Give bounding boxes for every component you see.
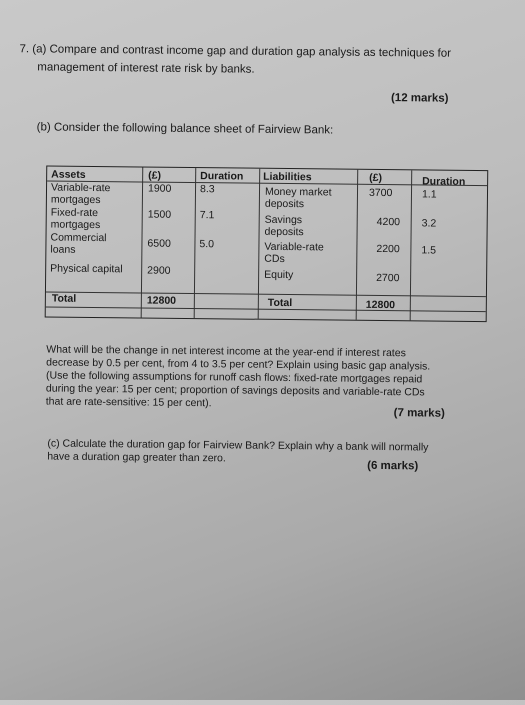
header-liabilities: Liabilities [263, 170, 312, 184]
liability-name-line: Savings [264, 213, 303, 227]
header-liability-duration: Duration [422, 175, 466, 188]
liability-name-line: Money market [264, 185, 332, 199]
asset-amount: 1900 [147, 182, 172, 195]
question-c-line2: have a duration gap greater than zero. [47, 450, 226, 465]
asset-name-line: Fixed-rate [50, 206, 99, 220]
question-b-text-line: decrease by 0.5 per cent, from 4 to 3.5 per cent? Explain using basic gap analysis. [46, 356, 431, 373]
asset-name-line: mortgages [50, 218, 101, 232]
asset-duration: 8.3 [199, 183, 215, 196]
balance-sheet-table [45, 165, 489, 322]
asset-duration: 7.1 [199, 209, 215, 222]
liability-name-line: Equity [264, 268, 294, 282]
liability-amount: 3700 [368, 186, 393, 200]
liability-name-line: CDs [264, 252, 285, 265]
question-b-text-line: What will be the change in net interest income at the year-end if interest rates [46, 343, 406, 360]
question-c-line1: (c) Calculate the duration gap for Fairview Bank? Explain why a bank will normally [47, 437, 429, 454]
question-a-line2: management of interest rate risk by banks. [37, 61, 255, 76]
question-b-text-line: (Use the following assumptions for runoff cash flows: fixed-rate mortgages repaid [46, 369, 423, 386]
asset-total-value: 12800 [146, 294, 177, 307]
liability-amount: 2200 [376, 242, 400, 256]
asset-name-line: loans [50, 243, 76, 256]
question-b-intro: (b) Consider the following balance sheet of Fairview Bank: [36, 121, 334, 137]
liability-duration: 1.1 [421, 188, 437, 201]
liability-amount: 2700 [376, 271, 400, 285]
liability-name-line: Variable-rate [264, 240, 324, 254]
liability-name-line: deposits [264, 197, 305, 211]
header-assets: Assets [51, 168, 86, 181]
liability-name-line: deposits [264, 225, 304, 239]
liability-total-value: 12800 [365, 298, 396, 312]
asset-duration: 5.0 [199, 238, 215, 251]
question-b-text-line: that are rate-sensitive: 15 per cent). [45, 395, 212, 410]
liability-amount: 4200 [376, 215, 401, 229]
asset-name-line: Commercial [50, 231, 107, 245]
question-b-text-line: during the year: 15 per cent; proportion of savings deposits and variable-rate CDs [45, 382, 425, 399]
liability-duration: 1.5 [421, 244, 437, 257]
header-asset-amount: (£) [148, 169, 162, 182]
header-liability-amount: (£) [369, 171, 383, 185]
asset-name-line: Variable-rate [50, 181, 111, 195]
question-c-marks: (6 marks) [367, 459, 419, 473]
asset-amount: 1500 [147, 208, 172, 221]
asset-amount: 2900 [147, 264, 171, 277]
asset-amount: 6500 [147, 237, 171, 250]
liability-duration: 3.2 [421, 217, 437, 230]
asset-total-label: Total [51, 292, 77, 305]
asset-name-line: Physical capital [50, 262, 123, 276]
question-a-marks: (12 marks) [390, 92, 449, 105]
asset-name-line: mortgages [50, 193, 101, 207]
question-a-line1: 7. (a) Compare and contrast income gap and duration gap analysis as techniques for [19, 43, 452, 60]
header-asset-duration: Duration [200, 170, 244, 183]
question-b-marks: (7 marks) [393, 407, 445, 420]
liability-total-label: Total [267, 296, 293, 310]
